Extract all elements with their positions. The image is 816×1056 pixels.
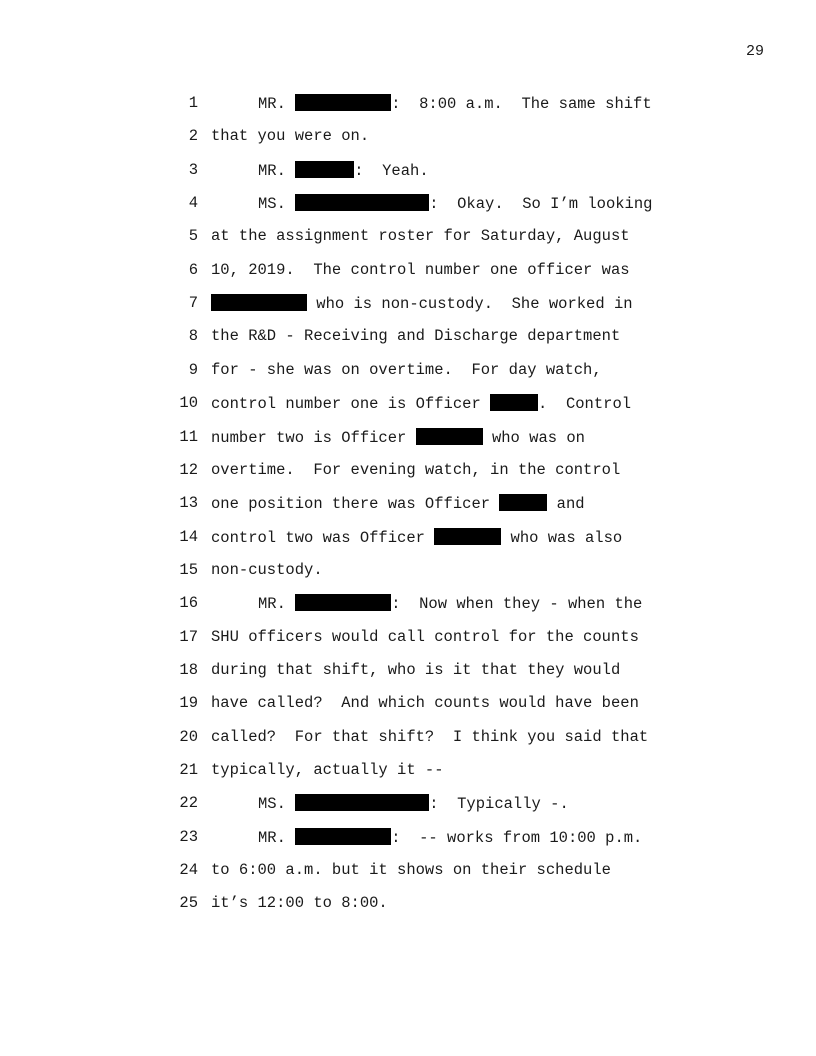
line-text [211, 628, 639, 646]
text-segment: during that shift, who is it that they would [211, 660, 621, 679]
transcript-line [0, 494, 816, 516]
line-text [211, 161, 429, 180]
line-number: 3 [188, 160, 198, 179]
line-text [211, 794, 569, 813]
line-number: 1 [188, 94, 198, 112]
text-segment: : Okay. So I’m looking [429, 195, 653, 214]
redaction-block [295, 794, 375, 811]
line-text [211, 127, 369, 145]
line-number: 16 [179, 594, 198, 613]
text-segment: MR. [258, 828, 296, 847]
line-text [211, 561, 323, 579]
line-text [211, 494, 585, 513]
text-segment: control number one is Officer [211, 395, 491, 414]
line-text [211, 461, 620, 479]
line-number: 19 [179, 694, 198, 713]
line-number: 2 [188, 127, 198, 146]
text-segment: the R&D - Receiving and Discharge department [211, 327, 621, 346]
redaction-block [490, 394, 538, 411]
transcript-line [0, 728, 816, 750]
transcript-line [0, 94, 816, 116]
text-segment: MS. [258, 795, 296, 814]
line-text [211, 261, 630, 279]
line-text [211, 294, 633, 313]
text-segment: one position there was Officer [211, 495, 500, 514]
redaction-block [295, 94, 391, 111]
text-segment: control two was Officer [211, 528, 435, 547]
text-segment: : Typically -. [429, 795, 569, 814]
transcript-line [0, 194, 816, 216]
redaction-block [295, 194, 375, 211]
text-segment: 10, 2019. The control number one officer was [211, 260, 630, 279]
line-text [211, 661, 620, 679]
text-segment: MR. [258, 161, 296, 180]
text-segment: who is non-custody. She worked in [307, 295, 633, 314]
text-segment: non-custody. [211, 560, 323, 579]
transcript-line [0, 894, 816, 916]
line-number: 17 [179, 627, 198, 646]
line-number: 25 [179, 894, 198, 913]
line-text [211, 828, 642, 847]
line-text [211, 761, 444, 779]
line-number: 20 [179, 727, 198, 746]
line-number: 4 [188, 194, 198, 213]
transcript-line [0, 394, 816, 416]
text-segment: overtime. For evening watch, in the control [211, 460, 621, 479]
text-segment: typically, actually it -- [211, 761, 444, 779]
redaction-block [295, 828, 391, 845]
text-segment: it’s 12:00 to 8:00. [211, 894, 388, 913]
text-segment: who was also [501, 528, 623, 547]
line-text [211, 94, 652, 113]
transcript-line [0, 694, 816, 716]
text-segment: and [547, 495, 585, 514]
transcript-line [0, 327, 816, 349]
line-number: 21 [179, 761, 198, 779]
transcript-line [0, 161, 816, 183]
line-text [211, 227, 630, 245]
line-text [211, 528, 622, 547]
text-segment: MR. [258, 95, 296, 113]
line-number: 13 [179, 494, 198, 513]
line-number: 24 [179, 861, 198, 880]
redaction-block [295, 594, 391, 611]
line-text [211, 394, 631, 413]
line-number: 5 [188, 227, 198, 246]
line-number: 8 [188, 327, 198, 346]
line-text [211, 694, 639, 712]
transcript-line [0, 561, 816, 583]
redaction-block [249, 294, 307, 311]
line-text [211, 428, 585, 447]
line-number: 22 [179, 794, 198, 813]
line-text [211, 194, 652, 213]
transcript-line [0, 528, 816, 550]
line-number: 15 [179, 560, 198, 579]
line-text [211, 894, 388, 912]
line-number: 14 [179, 527, 198, 546]
redaction-block [375, 794, 429, 811]
transcript-line [0, 428, 816, 450]
redaction-block [499, 494, 547, 511]
transcript-line [0, 761, 816, 783]
text-segment: . Control [538, 395, 632, 414]
redaction-block [375, 194, 429, 211]
text-segment: for - she was on overtime. For day watch, [211, 360, 602, 379]
line-text [211, 594, 642, 613]
text-segment: called? For that shift? I think you said that [211, 727, 649, 746]
transcript-line [0, 628, 816, 650]
line-number: 10 [179, 394, 198, 413]
redaction-block [434, 528, 501, 545]
text-segment: MS. [258, 195, 296, 214]
text-segment: MR. [258, 595, 296, 614]
text-segment: : -- works from 10:00 p.m. [391, 828, 643, 847]
transcript-line [0, 127, 816, 149]
transcript-line [0, 227, 816, 249]
transcript-line [0, 594, 816, 616]
transcript-line [0, 861, 816, 883]
text-segment: to 6:00 a.m. but it shows on their schedule [211, 861, 611, 880]
text-segment: : Yeah. [354, 161, 429, 180]
line-number: 7 [188, 294, 198, 313]
transcript-line [0, 828, 816, 850]
text-segment: who was on [482, 428, 585, 447]
line-number: 23 [179, 827, 198, 846]
line-number: 6 [188, 260, 198, 279]
page-number: 29 [745, 43, 764, 60]
line-number: 18 [179, 660, 198, 679]
line-text [211, 327, 620, 345]
text-segment: SHU officers would call control for the counts [211, 627, 639, 646]
redaction-block [211, 294, 249, 311]
text-segment: at the assignment roster for Saturday, August [211, 227, 630, 246]
line-text [211, 361, 602, 379]
text-segment: : Now when they - when the [391, 595, 643, 614]
transcript-line [0, 361, 816, 383]
text-segment: : 8:00 a.m. The same shift [391, 95, 652, 113]
line-text [211, 728, 648, 746]
text-segment: number two is Officer [211, 428, 416, 447]
text-segment: that you were on. [211, 127, 370, 146]
transcript-line [0, 661, 816, 683]
transcript-line [0, 261, 816, 283]
line-number: 9 [188, 360, 198, 379]
transcript-line [0, 461, 816, 483]
line-number: 12 [179, 460, 198, 479]
transcript-line [0, 294, 816, 316]
transcript-line [0, 794, 816, 816]
redaction-block [416, 428, 483, 445]
redaction-block [295, 161, 354, 178]
line-number: 11 [179, 427, 198, 446]
text-segment: have called? And which counts would have been [211, 694, 639, 713]
line-text [211, 861, 611, 879]
